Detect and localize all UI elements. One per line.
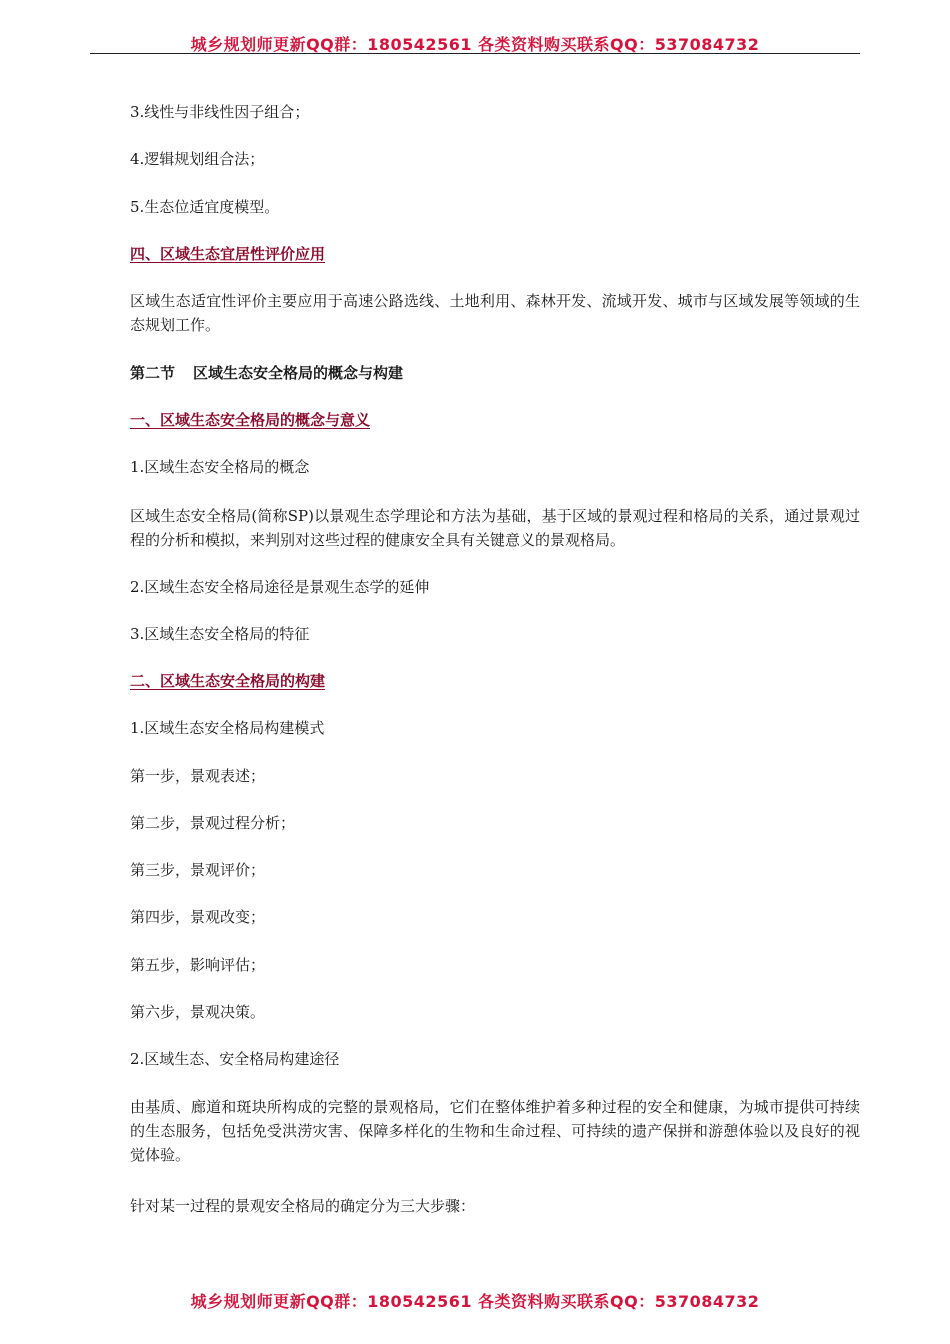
paragraph-text: 区域生态适宜性评价主要应用于高速公路选线、土地利用、森林开发、流域开发、城市与区域发展等领域的生态规划工作。 (130, 292, 860, 334)
subheading: 2.区域生态安全格局途径是景观生态学的延伸 (130, 578, 430, 596)
step-item: 第四步，景观改变； (130, 908, 266, 926)
paragraph-steps-intro: 针对某一过程的景观安全格局的确定分为三大步骤： (130, 1197, 476, 1215)
step-item: 第三步，景观评价； (130, 861, 266, 879)
heading-construction: 二、区域生态安全格局的构建 (130, 672, 326, 690)
list-item: 5.生态位适宜度模型。 (130, 198, 280, 216)
section-number: 第二节 (130, 364, 176, 382)
list-item: 4.逻辑规划组合法； (130, 150, 265, 168)
subheading: 2.区域生态、安全格局构建途径 (130, 1050, 340, 1068)
section-title (130, 363, 403, 383)
step-item: 第一步，景观表述； (130, 767, 266, 785)
heading-ecological-livability: 四、区域生态宜居性评价应用 (130, 245, 326, 263)
step-item: 第二步，景观过程分析； (130, 814, 296, 832)
subheading: 1.区域生态安全格局构建模式 (130, 719, 325, 737)
section-title-text: 区域生态安全格局的概念与构建 (193, 364, 404, 382)
paragraph-concept (130, 504, 860, 552)
step-item: 第六步，景观决策。 (130, 1003, 266, 1021)
subheading: 3.区域生态安全格局的特征 (130, 625, 310, 643)
header-banner: 城乡规划师更新QQ群：180542561 各类资料购买联系QQ：537084732 (190, 35, 760, 54)
paragraph-application (130, 289, 860, 337)
subheading: 1.区域生态安全格局的概念 (130, 458, 310, 476)
paragraph-approach (130, 1095, 860, 1167)
paragraph-text: 由基质、廊道和斑块所构成的完整的景观格局，它们在整体维护着多种过程的安全和健康，为城市提供可持续的生态服务，包括免受洪涝灾害、保障多样化的生物和生命过程、可持续的遗产保拼和游憩体验以及良好的视觉体验。 (130, 1098, 860, 1164)
step-item: 第五步，影响评估； (130, 956, 266, 974)
list-item: 3.线性与非线性因子组合； (130, 103, 310, 121)
heading-concept-significance: 一、区域生态安全格局的概念与意义 (130, 411, 371, 429)
footer-banner: 城乡规划师更新QQ群：180542561 各类资料购买联系QQ：537084732 (190, 1292, 760, 1311)
header-rule (90, 53, 860, 54)
paragraph-text: 区域生态安全格局(简称SP)以景观生态学理论和方法为基础，基于区域的景观过程和格局的关系，通过景观过程的分析和模拟，来判别对这些过程的健康安全具有关键意义的景观格局。 (130, 507, 860, 549)
